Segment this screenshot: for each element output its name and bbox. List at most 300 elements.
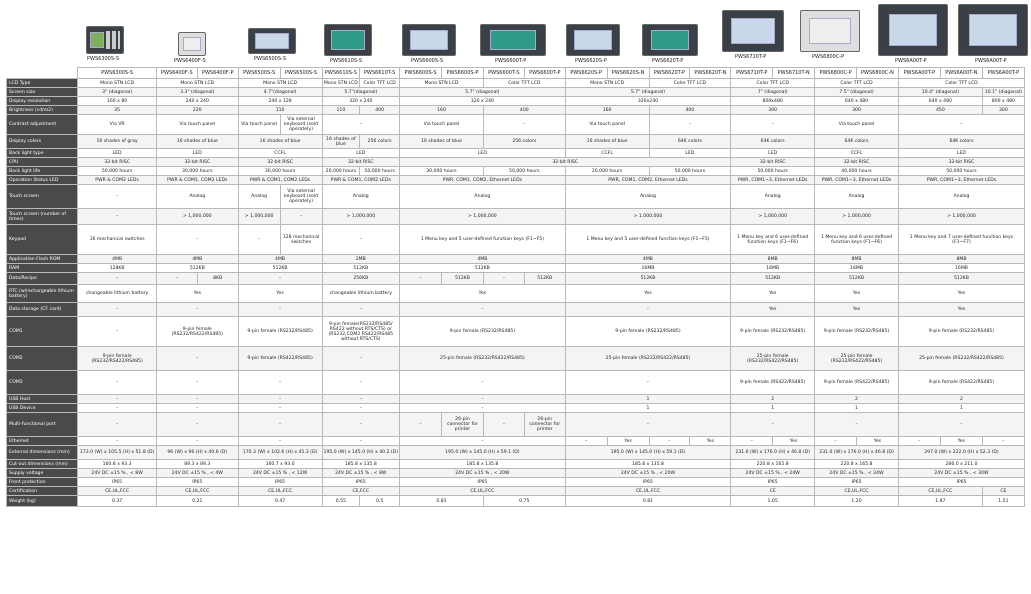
spec-value: – <box>78 395 157 404</box>
spec-value: 50,000 hours <box>78 167 157 176</box>
spec-value: – <box>78 317 157 347</box>
spec-value: IP65 <box>400 478 566 487</box>
spec-value: 160 <box>400 106 484 115</box>
spec-value: 512KB <box>815 273 899 285</box>
spec-row <box>7 437 1025 446</box>
spec-label: Weight (kg) <box>7 496 78 507</box>
model-header-cell: PWS6800C-P <box>815 68 857 79</box>
spec-value: Analog <box>815 185 899 209</box>
spec-value: 512KB <box>565 273 731 285</box>
spec-value: 32-bit RISC <box>898 158 1024 167</box>
spec-value: 256 colors <box>360 135 400 149</box>
spec-value: – <box>238 273 322 285</box>
spec-value: – <box>156 371 238 395</box>
spec-value: 1 <box>815 404 899 413</box>
spec-value: Yes <box>815 303 899 317</box>
product-photo <box>248 28 296 54</box>
spec-value: – <box>78 413 157 437</box>
spec-label: RTC (w/rechargeable lithium battery) <box>7 285 78 303</box>
spec-value: Yes <box>565 285 731 303</box>
model-header-cell: PWS6710T-N <box>773 68 815 79</box>
spec-value: 16 shades of gray <box>78 135 157 149</box>
spec-value: Via touch panel <box>238 115 280 135</box>
spec-value: 24V DC ±15 % , < 20W <box>565 469 731 478</box>
spec-row <box>7 88 1025 97</box>
spec-value: Yes <box>238 285 322 303</box>
product-photo-label: PWS6620S-P <box>575 58 607 64</box>
spec-value: 400 <box>483 106 565 115</box>
spec-value: Yes <box>898 303 1024 317</box>
spec-label: Touch screen <box>7 185 78 209</box>
spec-value: 400 <box>649 106 731 115</box>
spec-value: 8KB <box>197 273 238 285</box>
spec-value: Mono STN LCD <box>323 80 358 86</box>
spec-value: 512KB <box>322 264 400 273</box>
model-header-cell: PWS6600T-P <box>524 68 565 79</box>
spec-value: PWR, COM1, COM2, Ethernet LEDs <box>400 176 566 185</box>
spec-value: 1.20 <box>815 496 899 507</box>
spec-value: CCFL <box>815 149 899 158</box>
product-photo-label: PWS6300S-S <box>87 56 120 62</box>
spec-value: 1.05 <box>731 496 815 507</box>
header-corner <box>7 68 78 79</box>
model-header-cell: PWS6620T-P <box>649 68 690 79</box>
spec-value: 8MB <box>815 255 899 264</box>
spec-value: 110 <box>238 106 322 115</box>
spec-value: – <box>322 347 400 371</box>
spec-value: 64K colors <box>815 135 899 149</box>
spec-value: Yes <box>815 285 899 303</box>
model-header-cell: PWS6600T-S <box>483 68 524 79</box>
spec-value: 24V DC ±15 % , < 24W <box>731 469 815 478</box>
spec-value: 240 x 128 <box>238 97 322 106</box>
spec-value: 32-bit RISC <box>156 158 238 167</box>
spec-value: – <box>400 404 566 413</box>
spec-value: 512KB <box>898 273 1024 285</box>
spec-value: 50,000 hours <box>483 167 565 176</box>
spec-label: Certification <box>7 487 78 496</box>
spec-value: – <box>238 303 322 317</box>
spec-value: 300 <box>982 106 1024 115</box>
spec-value: 4.7"(diagonal) <box>238 88 322 97</box>
spec-value: – <box>400 395 566 404</box>
spec-value: 5.7"(diagonal) <box>322 88 400 97</box>
spec-value: Mono STN LCD <box>400 79 484 88</box>
spec-value: 32-bit RISC <box>238 158 322 167</box>
spec-value: – <box>898 413 1024 437</box>
spec-value: Analog <box>238 185 280 209</box>
spec-value: 512KB <box>156 264 238 273</box>
spec-value: 160.8 x 93.3 <box>78 460 157 469</box>
spec-row <box>7 167 1025 176</box>
product-photo <box>566 24 620 56</box>
spec-value: 5.7" (diagonal) <box>400 88 566 97</box>
spec-value: CE,UL,FCC <box>815 487 899 496</box>
spec-value: 30,000 hours <box>400 167 484 176</box>
spec-value: > 1,000,000 <box>322 209 400 225</box>
spec-value: PWR & COM1, COM2 LEDs <box>238 176 322 185</box>
spec-label: External dimensions (mm) <box>7 446 78 460</box>
spec-value: 30,000 hours <box>156 167 238 176</box>
spec-value: 32-bit RISC <box>78 158 157 167</box>
spec-value: – <box>280 209 322 225</box>
spec-value: 300 <box>731 106 815 115</box>
spec-value: 16 shades of blue <box>565 135 649 149</box>
spec-value: Via external keyboard (sold operately) <box>280 185 322 209</box>
spec-value: CE,UL,FCC <box>238 487 322 496</box>
spec-value: – <box>156 413 238 437</box>
spec-value: > 1,000,000 <box>731 209 815 225</box>
spec-value: 9-pin female (RS232/RS485) <box>731 317 815 347</box>
spec-value: 8MB <box>898 255 1024 264</box>
spec-value: 4MB <box>400 255 566 264</box>
spec-value: IP65 <box>815 478 899 487</box>
spec-value: CE,FCC <box>322 487 400 496</box>
spec-label: Back light life <box>7 167 78 176</box>
spec-value: 0.47 <box>238 496 322 507</box>
spec-value: 1 Menu key and 7 user-defined function keys (F1~F7) <box>898 225 1024 255</box>
spec-value: Yes <box>940 437 982 446</box>
spec-label: Keypad <box>7 225 78 255</box>
spec-label: Screen size <box>7 88 78 97</box>
product-photo-label: PWS6600T-P <box>495 58 527 64</box>
spec-row <box>7 347 1025 371</box>
spec-row <box>7 303 1025 317</box>
spec-value: 1 <box>898 404 1024 413</box>
spec-row <box>7 371 1025 395</box>
spec-value: – <box>565 371 731 395</box>
spec-value: – <box>322 303 400 317</box>
spec-row <box>7 106 1025 115</box>
spec-value: – <box>78 303 157 317</box>
spec-value: – <box>322 413 400 437</box>
spec-label: USB Device <box>7 404 78 413</box>
spec-value: 2 <box>815 395 899 404</box>
spec-value: 185.8 x 135.8 <box>322 460 400 469</box>
spec-label: Brightness (cd/m2) <box>7 106 78 115</box>
spec-value: – <box>238 404 322 413</box>
model-header-cell: PWS6A00T-P <box>982 68 1024 79</box>
spec-value: changeable lithium battery <box>322 285 400 303</box>
spec-value: 16 shades of blue <box>156 135 238 149</box>
spec-value: 64K colors <box>649 135 731 149</box>
spec-value: 4MB <box>238 255 322 264</box>
spec-value: – <box>238 395 322 404</box>
spec-value: – <box>731 437 773 446</box>
spec-value: – <box>400 371 566 395</box>
spec-value: 50,000 hours <box>360 167 400 176</box>
spec-value: PWR, COM1, COM2, Ethernet LEDs <box>565 176 731 185</box>
spec-row <box>7 273 1025 285</box>
spec-value: Mono STN LCD <box>238 79 322 88</box>
spec-value: 185.8 x 135.8 <box>565 460 731 469</box>
spec-value: – <box>565 303 731 317</box>
spec-value: 25-pin female (RS232/RS422/RS485) <box>731 347 815 371</box>
spec-value: 32-bit RISC <box>731 158 815 167</box>
spec-value: > 1,000,000 <box>238 209 280 225</box>
spec-value: 9-pin female (RS232/RS485) <box>238 317 322 347</box>
spec-value: – <box>649 115 731 135</box>
spec-value: 0.37 <box>78 496 157 507</box>
model-header-cell: PWS6620S-P <box>565 68 607 79</box>
spec-value: – <box>78 273 157 285</box>
product-photo-label: PWS6800C-P <box>812 54 845 60</box>
spec-label: Contrast adjustment <box>7 115 78 135</box>
spec-label: Multi-functional port <box>7 413 78 437</box>
product-photo <box>878 4 948 56</box>
spec-value: 300 <box>815 106 899 115</box>
spec-value: PWR & COM1, COM2 LEDs <box>156 176 238 185</box>
spec-value: 26-pin connector for printer <box>524 413 565 437</box>
spec-value: PWR, COM1~3, Ethernet LEDs <box>898 176 1024 185</box>
model-header-cell: PWS6710T-P <box>731 68 773 79</box>
spec-value: 10.4" (diagonal) <box>898 88 982 97</box>
spec-row <box>7 413 1025 437</box>
spec-value: 320 x 240 <box>400 97 566 106</box>
spec-value: – <box>156 303 238 317</box>
spec-value: 195.0 (W) x 145.0 (H) x 40.2 (D) <box>322 446 400 460</box>
spec-label: CPU <box>7 158 78 167</box>
spec-label: Display colors <box>7 135 78 149</box>
spec-value: IP65 <box>156 478 238 487</box>
spec-value: 256 colors <box>483 135 565 149</box>
spec-value: – <box>238 225 280 255</box>
spec-value: IP65 <box>78 478 157 487</box>
spec-value: 9-pin female(RS232/RS485/ RS422 without RTS/CTS) or (RS232,COM2 RS422/RS485 without RTS/CTS) <box>322 317 400 347</box>
spec-row <box>7 149 1025 158</box>
spec-value: Analog <box>322 185 400 209</box>
model-header-cell: PWS6620S-N <box>607 68 649 79</box>
spec-value: – <box>156 347 238 371</box>
spec-value: 96 (W) x 96 (H) x 40.6 (D) <box>156 446 238 460</box>
spec-row <box>7 317 1025 347</box>
model-header-cell: PWS6800C-N <box>857 68 899 79</box>
product-photo <box>480 24 546 56</box>
spec-value: 0.5 <box>360 496 400 507</box>
spec-value: 220.8 x 165.8 <box>815 460 899 469</box>
spec-value: 0.75 <box>483 496 565 507</box>
spec-value: 1.51 <box>982 496 1024 507</box>
spec-label: COM3 <box>7 371 78 395</box>
spec-value: 220 <box>156 106 238 115</box>
spec-value: Yes <box>400 285 566 303</box>
spec-value: 64K colors <box>731 135 815 149</box>
spec-row <box>7 460 1025 469</box>
spec-row <box>7 158 1025 167</box>
spec-row <box>7 255 1025 264</box>
spec-label: Cut-out dimensions (mm) <box>7 460 78 469</box>
spec-value: 4MB <box>156 255 238 264</box>
spec-value: – <box>322 395 400 404</box>
spec-value: Analog <box>156 185 238 209</box>
spec-value: 450 <box>898 106 982 115</box>
spec-value: 24V DC ±15 % , < 12W <box>238 469 322 478</box>
spec-value: Yes <box>607 437 649 446</box>
spec-value: LED <box>898 149 1024 158</box>
model-header-cell: PWS6A00T-P <box>898 68 940 79</box>
spec-row <box>7 496 1025 507</box>
spec-value: 16MB <box>815 264 899 273</box>
spec-value: – <box>322 437 400 446</box>
spec-value: > 1,000,000 <box>156 209 238 225</box>
spec-value: 1 <box>565 404 731 413</box>
spec-row <box>7 469 1025 478</box>
product-photo <box>86 26 124 54</box>
spec-value: – <box>238 371 322 395</box>
spec-value: Mono STN LCD <box>156 79 238 88</box>
spec-value: 4MB <box>78 255 157 264</box>
spec-value: 9-pin female (RS232/RS485) <box>565 317 731 347</box>
spec-value: 2 <box>731 395 815 404</box>
product-photo-label: PWS6A00T-P <box>895 58 927 64</box>
spec-value: Via touch panel <box>156 115 238 135</box>
spec-value: Yes <box>731 303 815 317</box>
spec-label: Data/Recipe <box>7 273 78 285</box>
spec-value: 50,000 hours <box>649 167 731 176</box>
spec-label: USB Host <box>7 395 78 404</box>
spec-row <box>7 209 1025 225</box>
spec-value: Color TFT LCD <box>483 79 565 88</box>
spec-value: 1.87 <box>898 496 982 507</box>
spec-row <box>7 135 1025 149</box>
spec-value: Via touch panel <box>565 115 649 135</box>
spec-value: CCFL <box>238 149 322 158</box>
spec-value: 9-pin female (RS232/RS485) <box>400 317 566 347</box>
spec-value: 24V DC ±15 % , < 20W <box>400 469 566 478</box>
spec-row <box>7 264 1025 273</box>
spec-value: – <box>731 115 815 135</box>
spec-value: 640 x 480 <box>898 97 982 106</box>
spec-value: 0.81 <box>400 496 484 507</box>
spec-value: – <box>78 371 157 395</box>
spec-value: 128KB <box>78 264 157 273</box>
spec-value: CE,UL,FCC <box>565 487 731 496</box>
spec-value: – <box>156 225 238 255</box>
spec-value: 20,000 hours <box>565 167 649 176</box>
spec-value: 0.81 <box>565 496 731 507</box>
spec-value: 25-pin female (RS232/RS422/RS485) <box>815 347 899 371</box>
spec-value: Mono STN LCD <box>78 79 157 88</box>
spec-value: 512KB <box>400 264 566 273</box>
spec-value: PWR, COM1~3, Ethernet LEDs <box>731 176 815 185</box>
spec-row <box>7 446 1025 460</box>
spec-label: Front protection <box>7 478 78 487</box>
spec-value: 25-pin female (RS232/RS422/RS485) <box>400 347 566 371</box>
spec-label: Display resolution <box>7 97 78 106</box>
spec-value: 512KB <box>441 273 483 285</box>
spec-value: 7" (diagonal) <box>731 88 815 97</box>
spec-value: CCFL <box>565 149 649 158</box>
spec-value: > 1,000,000 <box>898 209 1024 225</box>
spec-label: Data storage (CF card) <box>7 303 78 317</box>
spec-value: Analog <box>898 185 1024 209</box>
spec-value: 195.0 (W) x 145.0 (H) x 59.1 (D) <box>565 446 731 460</box>
spec-row <box>7 395 1025 404</box>
spec-value: Color TFT LCD <box>360 79 400 88</box>
spec-value: 0.21 <box>156 496 238 507</box>
spec-value: 16MB <box>898 264 1024 273</box>
spec-value: – <box>322 404 400 413</box>
product-photo-label: PWS6710T-P <box>735 54 767 60</box>
spec-value: 32-bit RISC <box>322 158 400 167</box>
spec-row <box>7 487 1025 496</box>
spec-value: 110 <box>322 106 360 115</box>
spec-value: LED <box>322 149 400 158</box>
spec-value: 1 Menu key and 5 user-defined function keys (F1~F5) <box>565 225 731 255</box>
spec-value: 9-pin female (RS232/RS485) <box>898 317 1024 347</box>
spec-value: 16 shades of blue <box>322 135 360 149</box>
model-header-cell: PWS6500S-S <box>238 68 280 79</box>
spec-value: 9-pin female (RS422/RS485) <box>898 371 1024 395</box>
spec-value: 231.0 (W) x 176.0 (H) x 46.8 (D) <box>731 446 815 460</box>
spec-value: changeable lithium battery <box>78 285 157 303</box>
spec-value: 24V DC ±15 % , < 24W <box>815 469 899 478</box>
spec-value: Color TFT LCD <box>649 79 731 88</box>
model-header-cell: PWS6600S-P <box>441 68 483 79</box>
spec-value: – <box>238 437 322 446</box>
spec-value: 1 <box>565 395 731 404</box>
spec-value: – <box>731 413 815 437</box>
spec-value: – <box>322 225 400 255</box>
spec-label: RAM <box>7 264 78 273</box>
spec-label: Ethernet <box>7 437 78 446</box>
spec-value: PWR & COM1, COM2 LEDs <box>322 176 400 185</box>
product-photo <box>324 24 372 56</box>
spec-label: Operation Status LED <box>7 176 78 185</box>
spec-value: LED <box>731 149 815 158</box>
spec-label: Supply voltage <box>7 469 78 478</box>
spec-value: 9-pin female (RS422/RS485) <box>731 371 815 395</box>
spec-value: 220.8 x 165.8 <box>731 460 815 469</box>
spec-value: 32-bit RISC <box>815 158 899 167</box>
spec-value: 16 shades of blue <box>238 135 322 149</box>
spec-value: > 1,000,000 <box>400 209 566 225</box>
spec-value: Color TFT LCD <box>815 79 899 88</box>
spec-value: 8MB <box>731 255 815 264</box>
spec-value: Via external keyboard (sold operately) <box>280 115 322 135</box>
spec-value: – <box>322 115 400 135</box>
spec-value: – <box>156 437 238 446</box>
spec-value: > 1,000,000 <box>815 209 899 225</box>
spec-value: 9-pin female (RS232/RS422/RS485) <box>156 317 238 347</box>
spec-value: – <box>78 437 157 446</box>
spec-value: – <box>156 395 238 404</box>
spec-row <box>7 225 1025 255</box>
spec-value: – <box>322 371 400 395</box>
spec-value: CE,UL,FCC <box>156 487 238 496</box>
model-header-cell: PWS6600S-S <box>400 68 442 79</box>
spec-value: 173.0 (W) x 105.5 (H) x 51.8 (D) <box>78 446 157 460</box>
spec-value: 512KB <box>731 273 815 285</box>
spec-value: 24V DC ±15 % , < 30W <box>898 469 1024 478</box>
model-header-cell: PWS6620T-N <box>690 68 731 79</box>
spec-value: CE,UL,FCC <box>78 487 157 496</box>
spec-label: Application Flash ROM <box>7 255 78 264</box>
spec-value: 9-pin female (RS232/RS422/RS485) <box>78 347 157 371</box>
spec-value: CE,UL,FCC <box>898 487 982 496</box>
product-image-row <box>0 0 1031 64</box>
spec-value: 160 x 80 <box>78 97 157 106</box>
spec-value: – <box>565 413 731 437</box>
product-photo-label: PWS6620T-P <box>652 58 684 64</box>
spec-value: 89.3 x 89.3 <box>156 460 238 469</box>
spec-value: 10.1" (diagonal) <box>982 88 1024 97</box>
spec-value: 5.7" (diagonal) <box>565 88 731 97</box>
spec-value: 128 mechanical switches <box>280 225 322 255</box>
spec-value: – <box>898 437 940 446</box>
spec-value: – <box>815 437 857 446</box>
spec-row <box>7 176 1025 185</box>
